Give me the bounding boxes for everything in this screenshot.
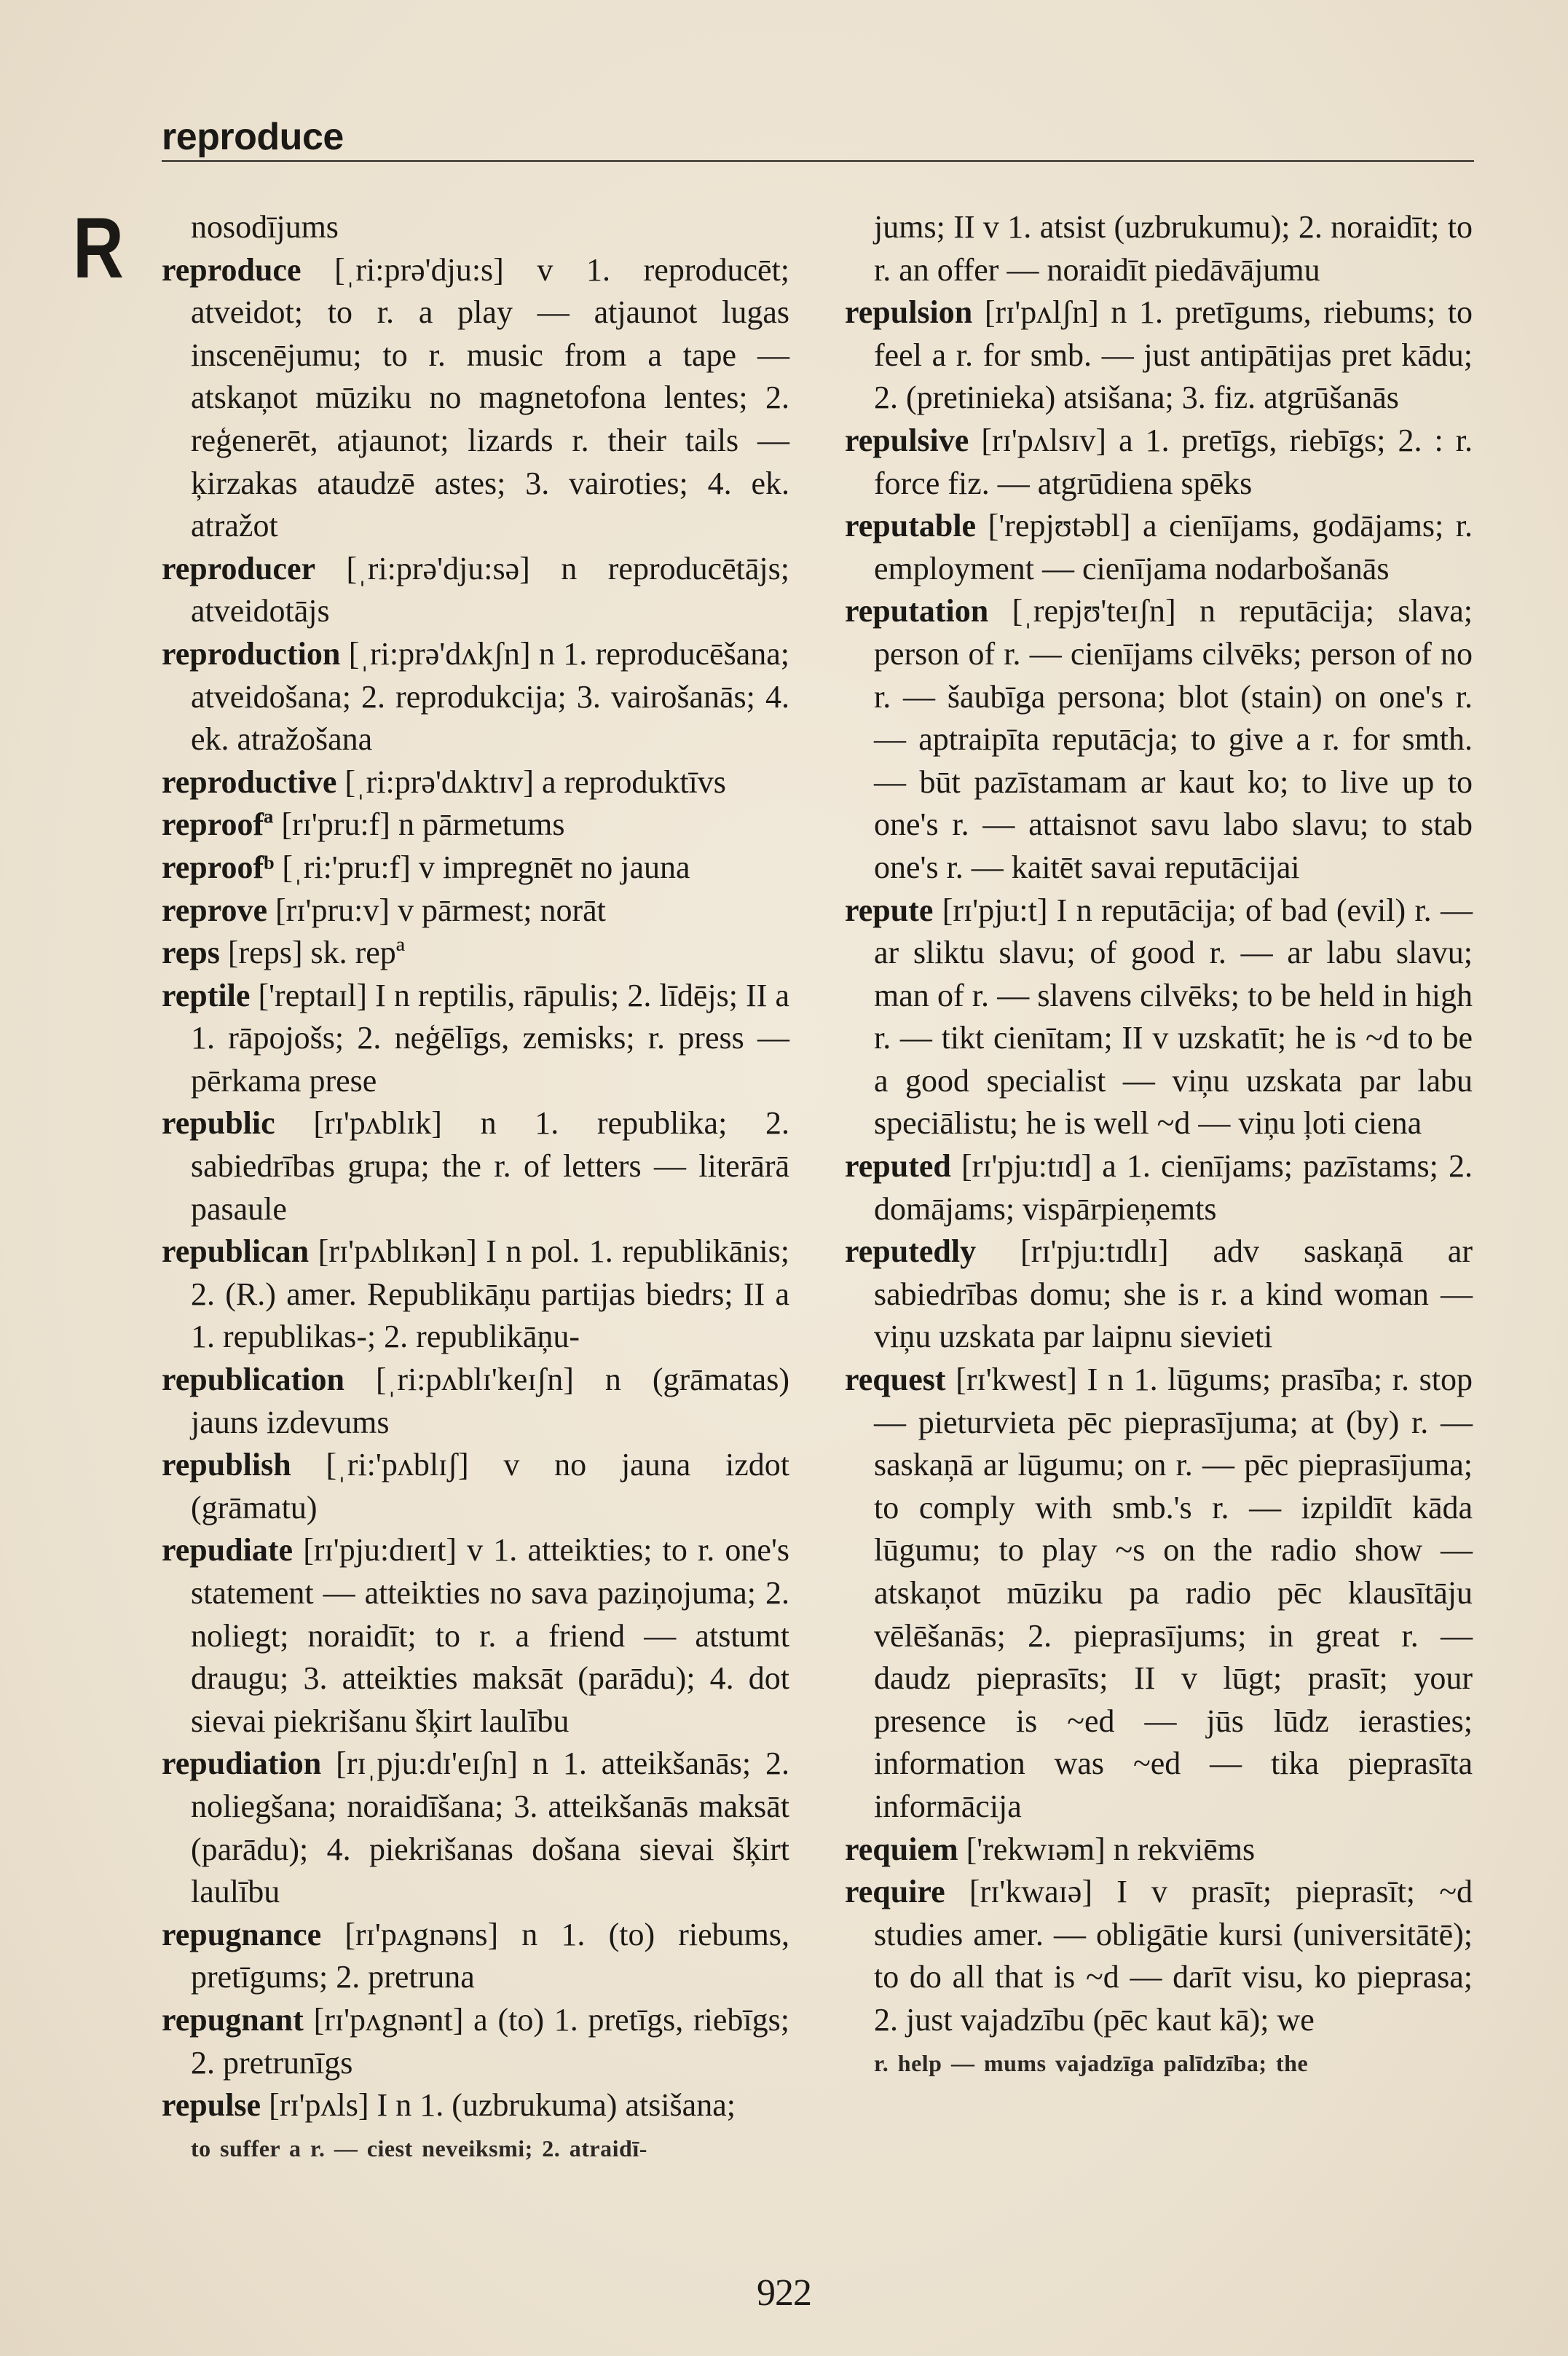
entry-definition: [rɪ'pju:dɪeɪt] v 1. atteikties; to r. one's statement — atteikties no sava paziņojuma; 2. noliegt; noraidīt; to r. a friend — atstumt draugu; 3. atteikties maksāt (parādu); 4. dot sievai piekrišanu šķirt laulību — [191, 1532, 789, 1739]
entry-definition: [rɪ'pʌblɪkən] I n pol. 1. republikānis; 2. (R.) amer. Republikāņu partijas biedrs; II a 1. republikas-; 2. republikāņu- — [191, 1233, 789, 1355]
dictionary-entry — [162, 548, 789, 633]
entry-definition: ['repjʊtəbl] a cienījams, godājams; r. employment — cienījama nodarbošanās — [874, 508, 1473, 586]
entry-headword: repulsive — [845, 422, 969, 458]
entry-headword: repulsion — [845, 294, 973, 331]
entry-definition: [ˌri:'pru:f] v impregnēt no jauna — [274, 849, 690, 885]
entry-headword: reputable — [845, 508, 977, 544]
dictionary-entry — [162, 932, 789, 975]
dictionary-entry — [162, 1743, 789, 1913]
dictionary-entry — [162, 975, 789, 1103]
dictionary-entry — [162, 2084, 789, 2127]
entry-headword: reputedly — [845, 1233, 977, 1270]
entry-headword: reproofª — [162, 806, 274, 843]
dictionary-entry — [162, 1914, 789, 1999]
entry-definition: [rɪ'pju:t] I n reputācija; of bad (evil) r. — ar sliktu slavu; of good r. — ar labu slavu; man of r. — slavens cilvēks; to be held in high r. — tikt cienītam; II v uzskatīt; he is ~d to be a good specialist — viņu uzskata par labu speciālistu; he is well ~d — viņu ļoti ciena — [874, 892, 1473, 1142]
dictionary-entry — [162, 1444, 789, 1529]
entry-headword: requiem — [845, 1831, 958, 1867]
dictionary-entry — [845, 1871, 1473, 2041]
dictionary-entry — [162, 1359, 789, 1444]
entry-definition: [rɪ'pʌlʃn] n 1. pretīgums, riebums; to feel a r. for smb. — just antipātijas pret kādu; 2. (pretinieka) atsišana; 3. fiz. atgrūšanās — [874, 294, 1473, 416]
dictionary-entry — [162, 761, 789, 804]
entry-definition: [rɪ'pʌblɪk] n 1. republika; 2. sabiedrības grupa; the r. of letters — literārā pasaule — [191, 1105, 789, 1227]
entry-headword: republication — [162, 1362, 345, 1398]
dictionary-entry — [845, 505, 1473, 590]
dictionary-entry — [845, 420, 1473, 505]
entry-headword: republish — [162, 1447, 291, 1483]
entry-definition: [ˌri:prə'dju:s] v 1. reproducēt; atveidot; to r. a play — atjaunot lugas inscenējumu; to r. music from a tape — atskaņot mūziku no magnetofona lentes; 2. reģenerēt, atjaunot; lizards r. their tails — ķirzakas ataudzē astes; 3. vairoties; 4. ek. atražot — [191, 251, 789, 544]
entry-headword: reproduce — [162, 251, 302, 288]
dictionary-entry — [162, 249, 789, 548]
entry-definition: [ˌri:prə'dʌkʃn] n 1. reproducēšana; atveidošana; 2. reprodukcija; 3. vairošanās; 4. ek. atražošana — [191, 635, 789, 758]
entry-headword: republic — [162, 1105, 275, 1142]
dictionary-entry — [845, 590, 1473, 889]
entry-definition: [ˌri:prə'dʌktɪv] a reproduktīvs — [336, 763, 726, 800]
page-number: 922 — [757, 2272, 811, 2314]
entry-headword: republican — [162, 1233, 310, 1270]
entry-definition: [reps] sk. repª — [219, 935, 405, 971]
entry-definition: [rɪ'pju:tɪdlɪ] adv saskaņā ar sabiedrības domu; she is r. a kind woman — viņu uzskata par laipnu sievieti — [874, 1233, 1473, 1355]
entry-headword: reproduction — [162, 635, 341, 672]
dictionary-entry — [162, 890, 789, 932]
dictionary-entry — [845, 291, 1473, 420]
entry-definition: [rɪˌpju:dɪ'eɪʃn] n 1. atteikšanās; 2. noliegšana; noraidīšana; 3. atteikšanās maksāt (parādu); 4. piekrišanas došana sievai šķirt laulību — [191, 1746, 789, 1910]
dictionary-entry — [162, 1999, 789, 2084]
column-last-line: to suffer a r. — ciest neveiksmi; 2. atraidī- — [191, 2135, 647, 2161]
entry-headword: repulse — [162, 2087, 261, 2124]
entry-headword: reputation — [845, 593, 989, 629]
dictionary-entry — [162, 804, 789, 847]
dictionary-entry — [162, 847, 789, 890]
entry-headword: require — [845, 1874, 945, 1910]
entry-headword: reptile — [162, 977, 251, 1013]
entry-definition: [rɪ'pʌls] I n 1. (uzbrukuma) atsišana; — [261, 2087, 736, 2124]
dictionary-entry — [162, 1102, 789, 1230]
entry-headword: repute — [845, 892, 934, 928]
entry-definition: [ˌri:pʌblɪ'keɪʃn] n (grāmatas) jauns izdevums — [191, 1362, 789, 1440]
dictionary-entry — [845, 1230, 1473, 1359]
entry-definition: [rɪ'pʌlsɪv] a 1. pretīgs, riebīgs; 2. : r. force fiz. — atgrūdiena spēks — [874, 422, 1473, 501]
dictionary-entry — [845, 206, 1473, 291]
entry-definition: [rɪ'pju:tɪd] a 1. cienījams; pazīstams; 2. domājams; vispārpieņemts — [874, 1148, 1473, 1227]
entry-definition: [ˌrepjʊ'teɪʃn] n reputācija; slava; person of r. — cienījams cilvēks; person of no r. — šaubīga persona; blot (stain) on one's r. — aptraipīta reputācja; to give a r. for smth. — būt pazīstamam ar kaut ko; to live up to one's r. — attaisnot savu labo slavu; to stab one's r. — kaitēt savai reputācijai — [874, 593, 1473, 885]
left-column — [162, 206, 789, 2170]
dictionary-entry — [845, 1829, 1473, 1872]
thumb-index-letter: R — [73, 200, 124, 297]
entry-headword: reps — [162, 935, 220, 971]
entry-headword: request — [845, 1362, 946, 1398]
dictionary-entry — [162, 1230, 789, 1359]
dictionary-entry — [845, 890, 1473, 1146]
entry-definition: ['reptaɪl] I n reptilis, rāpulis; 2. līdējs; II a 1. rāpojošs; 2. neģēlīgs, zemisks; r. press — pērkama prese — [191, 977, 789, 1099]
dictionary-entry — [162, 206, 789, 249]
entry-definition: [rɪ'pʌgnəns] n 1. (to) riebums, pretīgums; 2. pretruna — [191, 1916, 789, 1995]
column-last-line: r. help — mums vajadzīga palīdzība; the — [874, 2049, 1309, 2076]
entry-headword: reproducer — [162, 550, 315, 586]
entry-definition: [ˌri:'pʌblɪʃ] v no jauna izdot (grāmatu) — [191, 1447, 789, 1525]
running-head: reproduce — [162, 116, 344, 158]
dictionary-entry — [162, 1529, 789, 1743]
entry-definition: ['rekwɪəm] n rekviēms — [958, 1831, 1256, 1867]
dictionary-entry — [845, 1145, 1473, 1230]
right-column — [845, 206, 1473, 2084]
entry-definition: [rɪ'pʌgnənt] a (to) 1. pretīgs, riebīgs; 2. pretrunīgs — [191, 2001, 789, 2081]
entry-definition: [rɪ'kwest] I n 1. lūgums; prasība; r. stop — pieturvieta pēc pieprasījuma; at (by) r. — saskaņā ar lūgumu; on r. — pēc pieprasījuma; to comply with smb.'s r. — izpildīt kāda lūgumu; to play ~s on the radio show — atskaņot mūziku pa radio pēc klausītāju vēlēšanās; 2. pieprasījums; in great r. — daudz pieprasīts; II v lūgt; prasīt; your presence is ~ed — jūs lūdz ierasties; information was ~ed — tika pieprasīta informācija — [874, 1362, 1473, 1824]
dictionary-entry — [845, 1359, 1473, 1829]
header-rule — [162, 160, 1474, 162]
dictionary-entry — [162, 633, 789, 761]
entry-headword: reputed — [845, 1148, 951, 1185]
entry-headword: reproductive — [162, 763, 337, 800]
entry-headword: repugnant — [162, 2001, 304, 2038]
entry-headword: reprove — [162, 892, 267, 928]
entry-definition: [ˌri:prə'dju:sə] n reproducētājs; atveidotājs — [191, 550, 789, 629]
entry-definition: jums; II v 1. atsist (uzbrukumu); 2. noraidīt; to r. an offer — noraidīt piedāvājumu — [874, 209, 1473, 288]
entry-headword: repugnance — [162, 1916, 322, 1952]
entry-headword: repudiation — [162, 1746, 322, 1782]
entry-definition: [rɪ'pru:f] n pārmetums — [273, 806, 565, 843]
entry-definition: [rɪ'kwaɪə] I v prasīt; pieprasīt; ~d studies amer. — obligātie kursi (universitātē); to do all that is ~d — darīt visu, ko pieprasa; 2. just vajadzību (pēc kaut kā); we — [874, 1874, 1473, 2038]
entry-definition: [rɪ'pru:v] v pārmest; norāt — [267, 892, 606, 928]
entry-definition: nosodījums — [191, 209, 339, 245]
entry-headword: reproofᵇ — [162, 849, 275, 885]
entry-headword: repudiate — [162, 1532, 293, 1568]
